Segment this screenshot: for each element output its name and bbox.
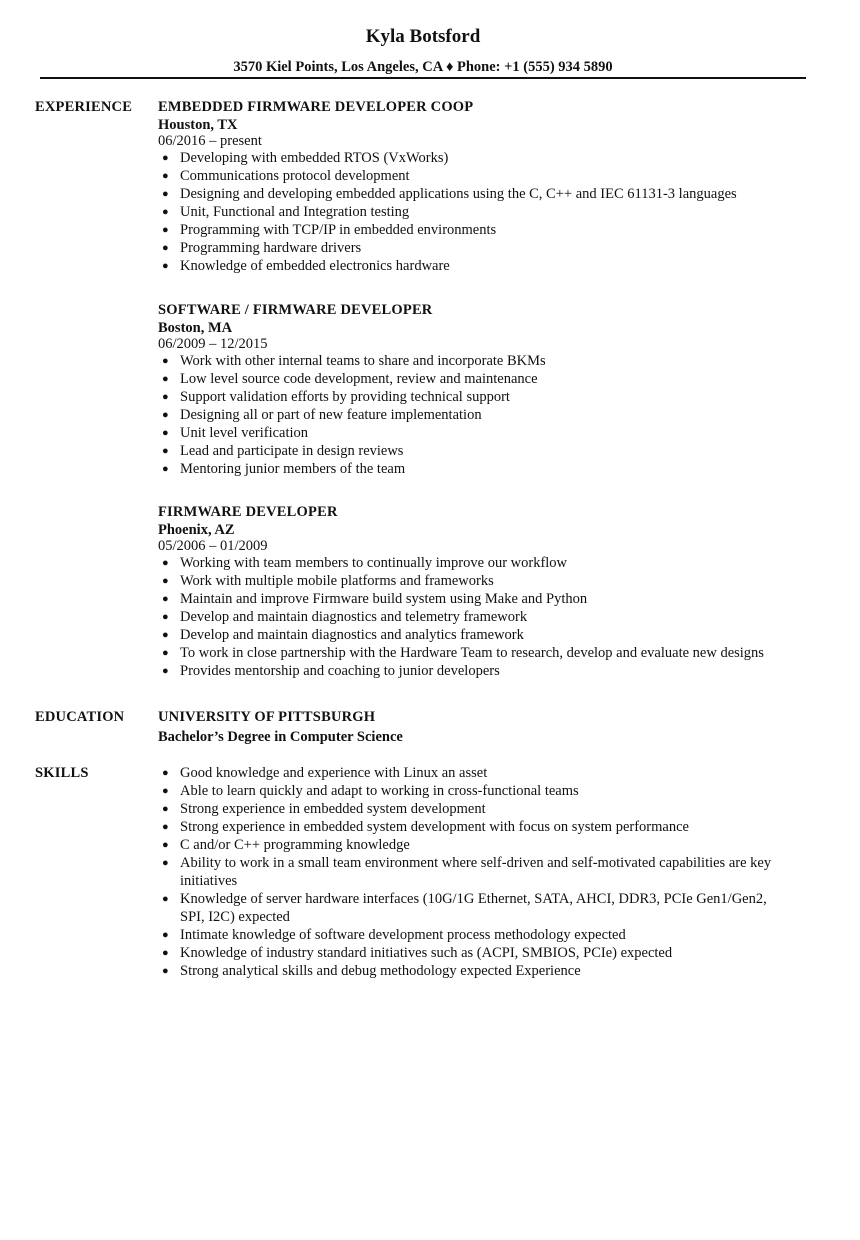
list-item: ● C and/or C++ programming knowledge [162,837,410,853]
bullet-icon: ● [162,242,169,254]
bullet-icon: ● [162,857,169,869]
list-item: ● Strong experience in embedded system development [162,801,486,817]
bullet-icon: ● [162,260,169,272]
bullet-icon: ● [162,373,169,385]
header-divider [40,77,806,79]
list-item: ● Maintain and improve Firmware build system using Make and Python [162,591,588,607]
list-item: ● To work in close partnership with the Hardware Team to research, develop and evaluate new designs [162,645,764,661]
bullet-icon: ● [162,391,169,403]
list-item: ● Strong experience in embedded system development with focus on system performance [162,819,689,835]
candidate-name: Kyla Botsford [365,26,481,47]
job-title: EMBEDDED FIRMWARE DEVELOPER COOP [158,99,474,115]
job-entry-2 [158,300,798,478]
bullet-icon: ● [162,188,169,200]
job-location: Boston, MA [158,320,233,336]
bullet-icon: ● [162,593,169,605]
resume-header [40,24,806,76]
bullet-icon: ● [162,463,169,475]
skills-list [158,764,788,980]
list-item: ● Intimate knowledge of software development process methodology expected [162,927,626,943]
job-entry-3 [158,502,798,680]
list-item: ● Develop and maintain diagnostics and analytics framework [162,627,524,643]
bullet-icon: ● [162,767,169,779]
bullet-icon: ● [162,803,169,815]
bullet-icon: ● [162,839,169,851]
bullet-icon: ● [162,206,169,218]
list-item: ● Work with multiple mobile platforms and frameworks [162,573,494,589]
list-item: ● Lead and participate in design reviews [162,443,404,459]
bullet-icon: ● [162,947,169,959]
list-item: ● Low level source code development, review and maintenance [162,371,538,387]
bullet-icon: ● [162,355,169,367]
bullet-icon: ● [162,152,169,164]
job-title: FIRMWARE DEVELOPER [158,504,338,520]
bullet-icon: ● [162,575,169,587]
bullet-icon: ● [162,557,169,569]
list-item: ● Able to learn quickly and adapt to working in cross-functional teams [162,783,579,799]
contact-line: 3570 Kiel Points, Los Angeles, CA ♦ Phone: +1 (555) 934 5890 [233,59,613,75]
bullet-icon: ● [162,170,169,182]
bullet-icon: ● [162,445,169,457]
job-dates: 06/2016 – present [158,133,262,149]
list-item: ● Knowledge of industry standard initiatives such as (ACPI, SMBIOS, PCIe) expected [162,945,673,961]
bullet-icon: ● [162,785,169,797]
list-item: ● Ability to work in a small team environment where self-driven and self-motivated capabilities are key initiatives [162,855,772,889]
list-item: ● Good knowledge and experience with Linux an asset [162,765,488,781]
list-item: ● Develop and maintain diagnostics and telemetry framework [162,609,528,625]
job-title: SOFTWARE / FIRMWARE DEVELOPER [158,302,433,318]
list-item: ● Mentoring junior members of the team [162,461,406,477]
education-heading: EDUCATION [35,709,125,725]
bullet-icon: ● [162,647,169,659]
list-item: ● Support validation efforts by providing technical support [162,389,510,405]
degree: Bachelor’s Degree in Computer Science [158,729,403,745]
bullet-icon: ● [162,893,169,905]
job-duties-list [158,352,798,478]
list-item: ● Programming with TCP/IP in embedded environments [162,222,497,238]
job-dates: 05/2006 – 01/2009 [158,538,268,554]
skills-entry [158,764,788,980]
list-item: ● Knowledge of embedded electronics hardware [162,258,450,274]
school-name: UNIVERSITY OF PITTSBURGH [158,709,376,725]
bullet-icon: ● [162,611,169,623]
bullet-icon: ● [162,409,169,421]
list-item: ● Working with team members to continually improve our workflow [162,555,568,571]
bullet-icon: ● [162,929,169,941]
job-location: Phoenix, AZ [158,522,235,538]
bullet-icon: ● [162,224,169,236]
list-item: ● Unit, Functional and Integration testing [162,204,410,220]
list-item: ● Designing all or part of new feature implementation [162,407,482,423]
job-entry-1 [158,97,798,275]
job-location: Houston, TX [158,117,238,133]
bullet-icon: ● [162,965,169,977]
list-item: ● Knowledge of server hardware interfaces (10G/1G Ethernet, SATA, AHCI, DDR3, PCIe Gen1/Gen2, SPI, I2C) expected [162,891,767,925]
list-item: ● Unit level verification [162,425,309,441]
job-duties-list [158,149,798,275]
list-item: ● Developing with embedded RTOS (VxWorks) [162,150,449,166]
experience-heading: EXPERIENCE [35,99,133,115]
skills-heading: SKILLS [35,765,89,781]
list-item: ● Communications protocol development [162,168,410,184]
list-item: ● Provides mentorship and coaching to junior developers [162,663,500,679]
bullet-icon: ● [162,665,169,677]
list-item: ● Designing and developing embedded applications using the C, C++ and IEC 61131-3 languages [162,186,737,202]
list-item: ● Strong analytical skills and debug methodology expected Experience [162,963,581,979]
list-item: ● Work with other internal teams to share and incorporate BKMs [162,353,546,369]
bullet-icon: ● [162,821,169,833]
job-duties-list [158,554,798,680]
bullet-icon: ● [162,629,169,641]
job-dates: 06/2009 – 12/2015 [158,336,268,352]
list-item: ● Programming hardware drivers [162,240,362,256]
bullet-icon: ● [162,427,169,439]
education-entry [158,707,798,747]
